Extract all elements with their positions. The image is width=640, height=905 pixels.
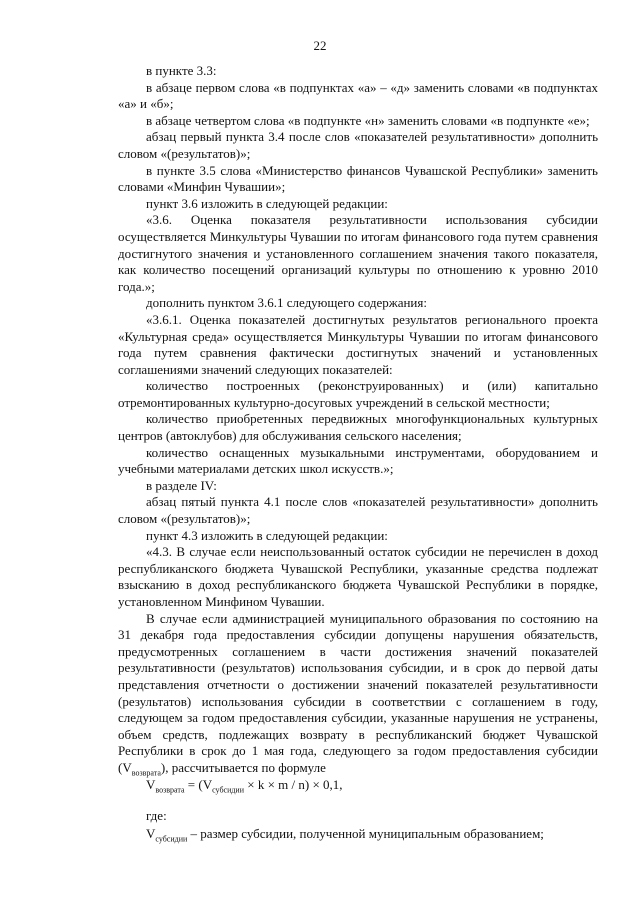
- subscript: возврата: [131, 768, 161, 778]
- paragraph: дополнить пунктом 3.6.1 следующего содержания:: [146, 295, 427, 311]
- where-label: где:: [146, 808, 167, 823]
- paragraph: пункт 3.6 изложить в следующей редакции:: [146, 195, 388, 211]
- page-number: 22: [313, 38, 327, 53]
- paragraph: «3.6. Оценка показателя результативности использования субсидии осуществляется Минкультуры Чувашии по итогам финансового года путем сравнения достигнутого значения и установленного соглашением значения такого показателя, как количество посещений организаций культуры по отношению к уровню 2010 года.»;: [118, 212, 598, 294]
- paragraph: в пункте 3.3:: [146, 63, 217, 78]
- definition-v: V: [146, 826, 156, 841]
- paragraph: количество приобретенных передвижных многофункциональных культурных центров (автоклубов) для обслуживания сельского населения;: [118, 411, 598, 444]
- paragraph-tail: ), рассчитывается по формуле: [160, 759, 326, 775]
- paragraph-closing: [118, 611, 598, 777]
- paragraph: «3.6.1. Оценка показателей достигнутых результатов регионального проекта «Культурная среда» осуществляется Минкультуры Чувашии по итогам финансового года путем сравнения фактически достигнутых значений и установленных соглашениями значений следующих показателей:: [118, 311, 598, 377]
- paragraph: в абзаце четвертом слова «в подпункте «н» заменить словами «в подпункте «е»;: [146, 112, 590, 128]
- formula-rest: × k × m / n) × 0,1,: [243, 777, 343, 792]
- paragraph: пункт 4.3 изложить в следующей редакции:: [146, 527, 388, 543]
- paragraph: абзац пятый пункта 4.1 после слов «показателей результативности» дополнить словом «(результатов)»;: [118, 494, 598, 527]
- definition-text: – размер субсидии, полученной муниципальным образованием;: [187, 826, 544, 841]
- paragraph: в разделе IV:: [146, 477, 217, 493]
- paragraph-text: В случае если администрацией муниципального образования по состоянию на 31 декабря года предоставления субсидии допущены нарушения обязательств, предусмотренных соглашением в части достижения значений показателей результативности (результатов) использования субсидии, и в срок до первой даты представления отчетности о достижении значений показателей результативности (результатов) использования субсидии в соответствии с соглашением в году, следующем за годом предоставления субсидии, указанные нарушения не устранены, объем средств, подлежащих возврату в республиканский бюджет Чувашской Республики в срок до 1 мая года, следующего за годом предоставления субсидии (V: [118, 610, 598, 775]
- formula: [146, 777, 343, 794]
- paragraph: абзац первый пункта 3.4 после слов «показателей результативности» дополнить словом «(результатов)»;: [118, 129, 598, 161]
- formula-v: V: [146, 777, 156, 792]
- formula-eq: = (V: [184, 777, 213, 792]
- formula-sub-subsidii: субсидии: [212, 785, 244, 795]
- paragraph: в абзаце первом слова «в подпунктах «а» – «д» заменить словами «в подпунктах «а» и «б»;: [118, 79, 598, 112]
- paragraph: количество оснащенных музыкальными инструментами, оборудованием и учебными материалами детских школ искусств.»;: [118, 444, 598, 477]
- body-text: [118, 63, 598, 777]
- paragraph: количество построенных (реконструированных) и (или) капитально отремонтированных культурно-досуговых учреждений в сельской местности;: [118, 378, 598, 410]
- formula-sub-vozvrata: возврата: [155, 785, 185, 795]
- definition-sub: субсидии: [155, 834, 188, 844]
- paragraph: «4.3. В случае если неиспользованный остаток субсидии не перечислен в доход республиканского бюджета Чувашской Республики, указанные средства подлежат взысканию в доход республиканского бюджета Чувашской Республики в порядке, установленном Минфином Чувашии.: [118, 544, 598, 609]
- paragraph: в пункте 3.5 слова «Министерство финансов Чувашской Республики» заменить словами «Минфин Чувашии»;: [118, 162, 598, 195]
- definition: [146, 826, 598, 843]
